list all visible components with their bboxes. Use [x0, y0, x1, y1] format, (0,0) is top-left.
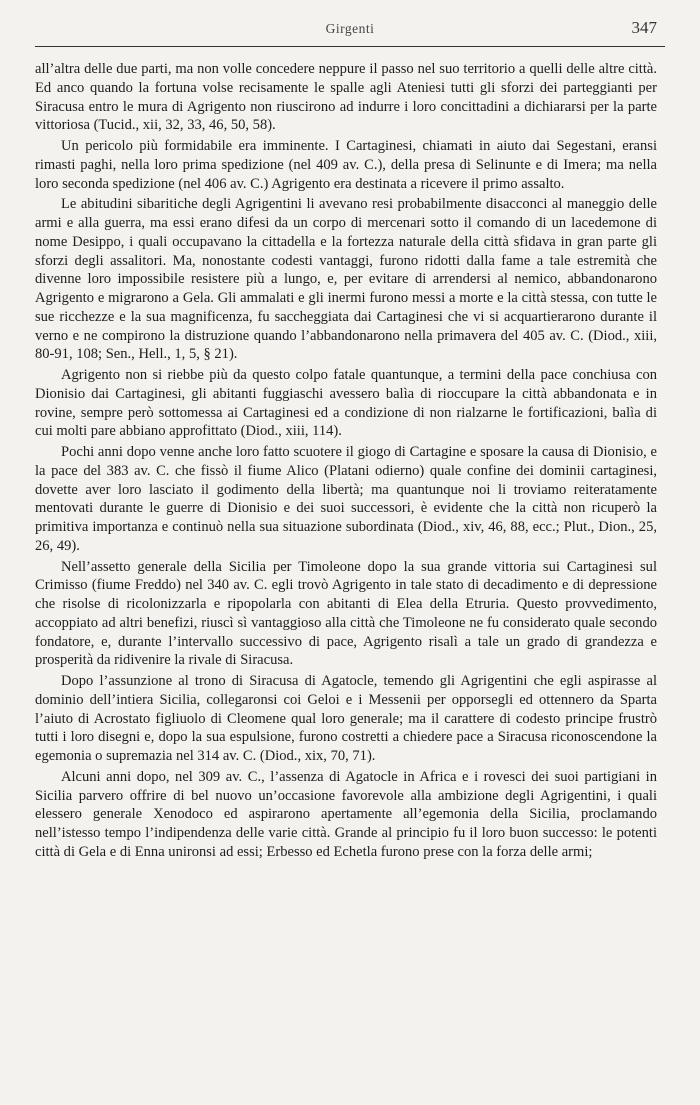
paragraph	[35, 195, 657, 364]
paragraph	[35, 443, 657, 556]
paragraph-text: Un pericolo più formidabile era imminente. I Cartaginesi, chiamati in aiuto dai Segestani, eransi rimasti paghi, nella loro prima spedizione (nel 409 av. C.), della presa di Selinunte e di Imera; ma nella loro seconda spedizione (nel 406 av. C.) Agrigento era destinata a ricevere il primo assalto.	[35, 138, 657, 192]
running-header	[35, 18, 665, 44]
paragraph-text: Pochi anni dopo venne anche loro fatto scuotere il giogo di Cartagine e sposare la causa di Dionisio, e la pace del 383 av. C. che fissò il fiume Alico (Platani odierno) quale confine dei dominii cartaginesi, dovette aver loro lasciato il godimento della libertà; ma quantunque noi li troviamo reiteratamente mentovati durante le guerre di Dionisio e dei suoi successori, è evidente che la città non ricuperò la primitiva importanza e continuò nella sua situazione subordinata (Diod., xiv, 46, 88, ecc.; Plut., Dion., 25, 26, 49).	[35, 444, 657, 554]
page-number: 347	[631, 18, 657, 37]
paragraph-text: Alcuni anni dopo, nel 309 av. C., l’assenza di Agatocle in Africa e i rovesci dei suoi partigiani in Sicilia parvero offrire di bel nuovo un’occasione favorevole alla ambizione degli Agrigentini, i quali elessero generale Xenodoco ed aspirarono apertamente all’egemonia della Sicilia, proclamando nell’istesso tempo l’indipendenza delle varie città. Grande al principio fu il loro buon successo: le potenti città di Gela e di Enna unironsi ad essi; Erbesso ed Echetla furono prese con la forza delle armi;	[35, 768, 657, 860]
paragraph-text: Agrigento non si riebbe più da questo colpo fatale quantunque, a termini della pace conchiusa con Dionisio dai Cartaginesi, gli abitanti fuggiaschi avessero balìa di rioccupare la città abbandonata e in rovine, sempre però sottomessa ai Cartaginesi ed a condizione di non rialzarne le fortificazioni, balìa di cui molti pare abbiano approfittato (Diod., xiii, 114).	[35, 367, 657, 440]
running-title: Girgenti	[325, 21, 375, 36]
paragraph	[35, 672, 657, 766]
paragraph	[35, 558, 657, 671]
paragraph	[35, 137, 657, 193]
body-text	[35, 60, 657, 864]
paragraph-text: Le abitudini sibaritiche degli Agrigentini li avevano resi probabilmente disacconci al maneggio delle armi e alla guerra, ma essi erano difesi da un corpo di mercenari sotto il comando di un lacedemone di nome Desippo, i quali occupavano la cittadella e la fortezza naturale della città sfidava in gran parte gli sforzi degli assalitori. Ma, nonostante codesti vantaggi, furono ridotti dalla fame a tale estremità che divenne loro impossibile resistere più a lungo, e, per evitare di arrendersi al nemico, abbandonarono Agrigento e migrarono a Gela. Gli ammalati e gli inermi furono messi a morte e la città stessa, con tutte le sue ricchezze e la sua magnificenza, fu saccheggiata dai Cartaginesi che vi si acquartierarono durante il verno e ne compirono la distruzione quando l’abbandonarono nella primavera del 405 av. C. (Diod., xiii, 80-91, 108; Sen., Hell., 1, 5, § 21).	[35, 196, 657, 363]
paragraph-text: all’altra delle due parti, ma non volle concedere neppure il passo nel suo territorio a quelli delle altre città. Ed anco quando la fortuna volse recisamente le spalle agli Ateniesi tutti gli sforzi dei parteggianti per Siracusa entro le mura di Agrigento non riuscirono ad indurre i loro concittadini a dichiararsi per la parte vittoriosa (Tucid., xii, 32, 33, 46, 50, 58).	[35, 61, 657, 134]
paragraph-text: Dopo l’assunzione al trono di Siracusa di Agatocle, temendo gli Agrigentini che egli aspirasse al dominio dell’intiera Sicilia, collegaronsi coi Geloi e i Messenii per opporsegli ed ottennero da Sparta l’aiuto di Acrostato figliuolo di Cleomene qual loro generale; ma il carattere di codesto principe frustrò tutti i loro disegni e, dopo la sua espulsione, furono costretti a chiedere pace a Siracusa riconoscendone la egemonia o supremazia nel 314 av. C. (Diod., xix, 70, 71).	[35, 673, 657, 764]
paragraph	[35, 768, 657, 862]
paragraph	[35, 60, 657, 135]
paragraph	[35, 366, 657, 441]
paragraph-text: Nell’assetto generale della Sicilia per Timoleone dopo la sua grande vittoria sui Cartaginesi sul Crimisso (fiume Freddo) nel 340 av. C. egli trovò Agrigento in tale stato di decadimento e di depressione che risolse di ricolonizzarla e ripopolarla con abitanti di Elea della Etruria. Questo provvedimento, accoppiato ad altri benefizi, riuscì sì vantaggioso alla città che Timoleone ne fu considerato quale secondo fondatore, e, durante l’intervallo successivo di pace, Agrigento risalì a tale un grado di grandezza e prosperità da ridivenire la rivale di Siracusa.	[35, 558, 657, 669]
header-rule	[35, 46, 665, 47]
